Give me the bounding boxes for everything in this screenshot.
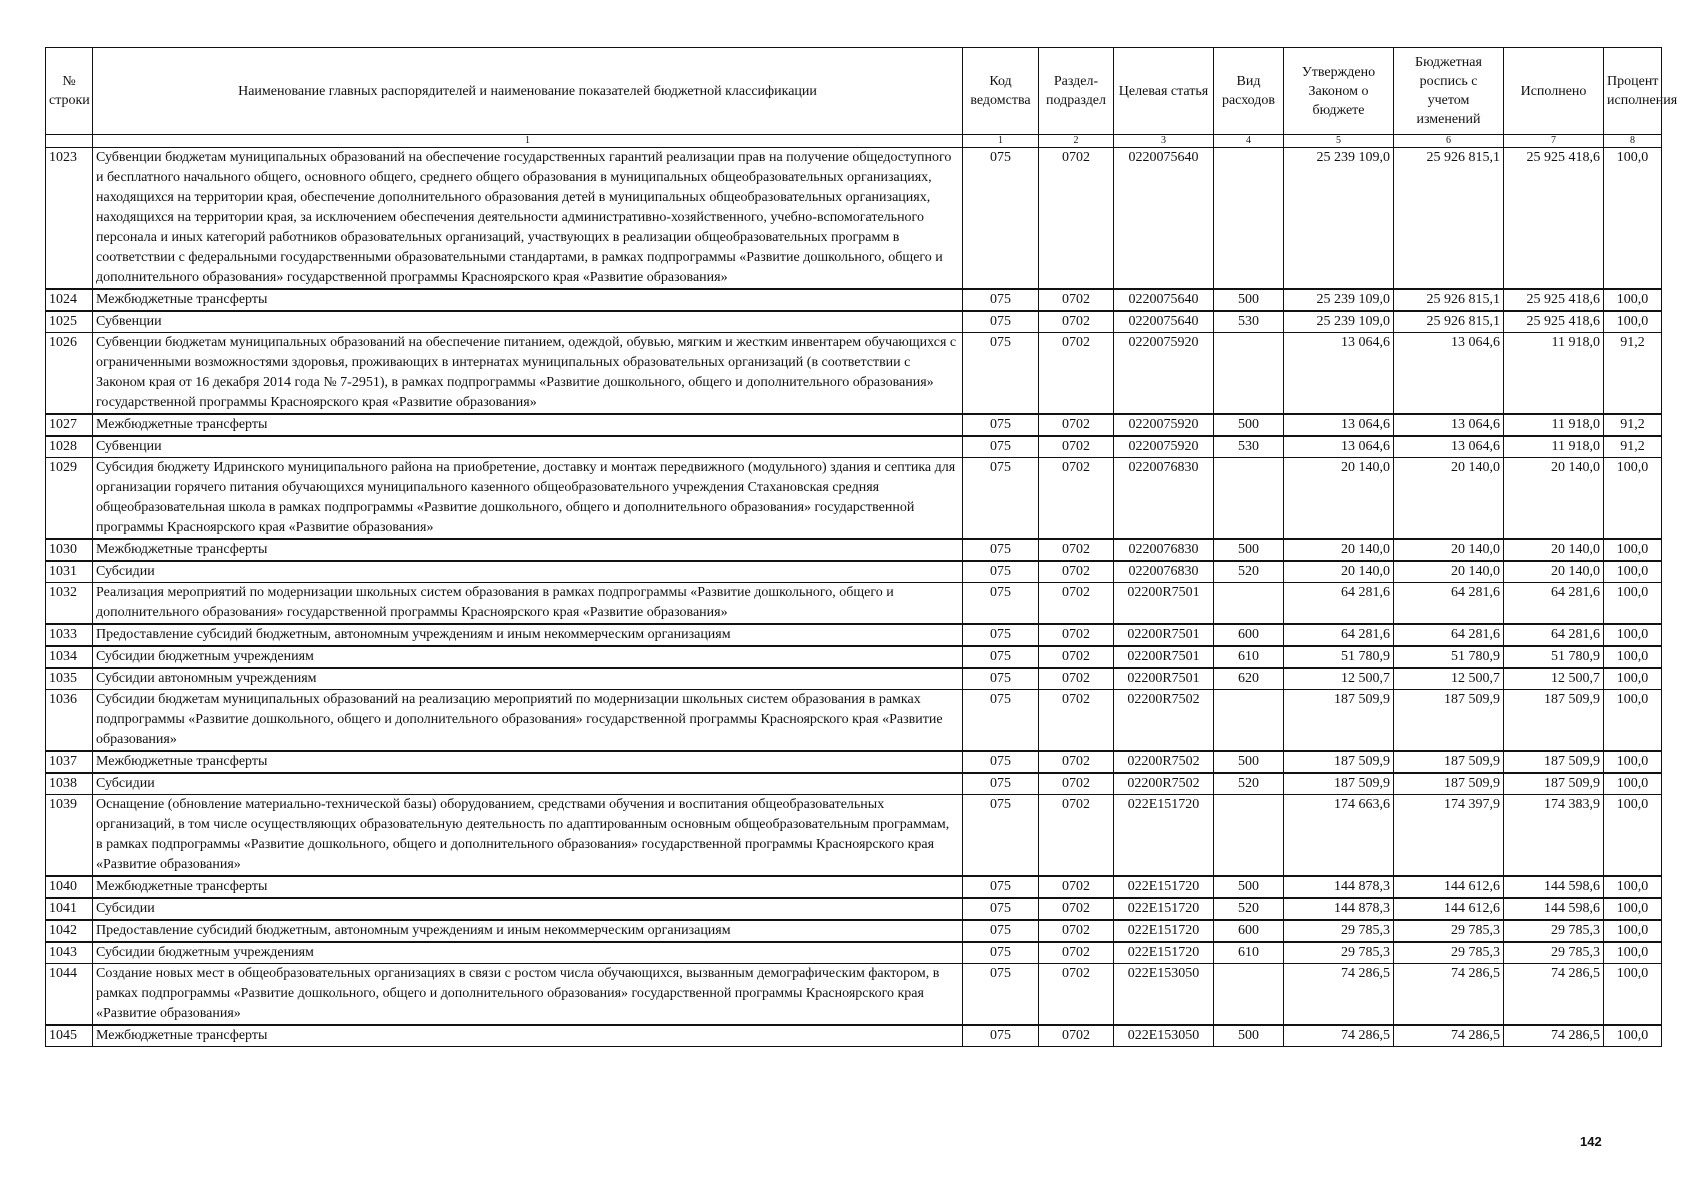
row-section: 0702 [1039, 690, 1114, 752]
row-section: 0702 [1039, 311, 1114, 333]
row-expense-type: 500 [1214, 289, 1284, 311]
row-name: Межбюджетные трансферты [93, 876, 963, 898]
row-target: 0220075640 [1114, 148, 1214, 290]
header-name: Наименование главных распорядителей и наименование показателей бюджетной классификации [93, 48, 963, 135]
row-name: Субвенции [93, 436, 963, 458]
row-percent: 100,0 [1604, 964, 1662, 1026]
row-approved: 174 663,6 [1284, 795, 1394, 877]
row-revised: 187 509,9 [1394, 751, 1504, 773]
row-target: 0220075920 [1114, 333, 1214, 415]
row-number: 1043 [46, 942, 93, 964]
column-number [46, 135, 93, 148]
table-row [46, 624, 1662, 646]
column-number: 2 [1039, 135, 1114, 148]
table-row [46, 964, 1662, 1026]
row-percent: 100,0 [1604, 668, 1662, 690]
row-number: 1042 [46, 920, 93, 942]
row-approved: 13 064,6 [1284, 436, 1394, 458]
row-number: 1023 [46, 148, 93, 290]
column-number-row [46, 135, 1662, 148]
row-target: 022E151720 [1114, 898, 1214, 920]
row-percent: 100,0 [1604, 148, 1662, 290]
table-body [46, 148, 1662, 1047]
row-dept-code: 075 [963, 751, 1039, 773]
row-revised: 74 286,5 [1394, 1025, 1504, 1047]
row-number: 1045 [46, 1025, 93, 1047]
table-row [46, 583, 1662, 625]
row-number: 1031 [46, 561, 93, 583]
row-number: 1040 [46, 876, 93, 898]
row-revised: 13 064,6 [1394, 333, 1504, 415]
column-number: 8 [1604, 135, 1662, 148]
row-dept-code: 075 [963, 561, 1039, 583]
budget-table [45, 47, 1678, 1047]
table-row [46, 920, 1662, 942]
row-dept-code: 075 [963, 1025, 1039, 1047]
row-approved: 25 239 109,0 [1284, 148, 1394, 290]
row-percent: 100,0 [1604, 942, 1662, 964]
row-number: 1025 [46, 311, 93, 333]
row-expense-type: 620 [1214, 668, 1284, 690]
row-name: Субвенции бюджетам муниципальных образований на обеспечение государственных гарантий реализации прав на получение общедоступного и бесплатного начального общего, основного общего, среднего общего образования в муниципальных общеобразовательных организациях, находящихся на территории края, обеспечение дополнительного образования детей в муниципальных общеобразовательных организациях, находящихся на территории края, за исключением обеспечения деятельности административно-хозяйственного, учебно-вспомогательного персонала и иных категорий работников образовательных организаций, участвующих в реализации общеобразовательных программ в соответствии с федеральными государственными образовательными стандартами, в рамках подпрограммы «Развитие дошкольного, общего и дополнительного образования» государственной программы Красноярского края «Развитие образования» [93, 148, 963, 290]
row-target: 02200R7501 [1114, 668, 1214, 690]
row-executed: 12 500,7 [1504, 668, 1604, 690]
row-executed: 51 780,9 [1504, 646, 1604, 668]
row-dept-code: 075 [963, 414, 1039, 436]
row-revised: 51 780,9 [1394, 646, 1504, 668]
row-revised: 25 926 815,1 [1394, 148, 1504, 290]
table-row [46, 690, 1662, 752]
row-name: Реализация мероприятий по модернизации школьных систем образования в рамках подпрограммы «Развитие дошкольного, общего и дополнительного образования» государственной программы Красноярского края «Развитие образования» [93, 583, 963, 625]
row-expense-type: 500 [1214, 876, 1284, 898]
row-revised: 187 509,9 [1394, 773, 1504, 795]
table-row [46, 458, 1662, 540]
table-row [46, 876, 1662, 898]
table-row [46, 773, 1662, 795]
row-dept-code: 075 [963, 942, 1039, 964]
row-percent: 100,0 [1604, 690, 1662, 752]
row-section: 0702 [1039, 773, 1114, 795]
row-approved: 187 509,9 [1284, 690, 1394, 752]
row-section: 0702 [1039, 898, 1114, 920]
row-section: 0702 [1039, 148, 1114, 290]
row-section: 0702 [1039, 414, 1114, 436]
row-number: 1032 [46, 583, 93, 625]
row-expense-type: 500 [1214, 1025, 1284, 1047]
row-dept-code: 075 [963, 311, 1039, 333]
table-row [46, 289, 1662, 311]
row-dept-code: 075 [963, 539, 1039, 561]
table-row [46, 148, 1662, 290]
header-executed: Исполнено [1504, 48, 1604, 135]
row-percent: 100,0 [1604, 646, 1662, 668]
row-approved: 64 281,6 [1284, 624, 1394, 646]
row-revised: 25 926 815,1 [1394, 289, 1504, 311]
row-percent: 100,0 [1604, 751, 1662, 773]
row-section: 0702 [1039, 1025, 1114, 1047]
row-name: Межбюджетные трансферты [93, 1025, 963, 1047]
row-revised: 13 064,6 [1394, 414, 1504, 436]
row-approved: 144 878,3 [1284, 876, 1394, 898]
row-number: 1039 [46, 795, 93, 877]
row-name: Субвенции бюджетам муниципальных образований на обеспечение питанием, одеждой, обувью, мягким и жестким инвентарем обучающихся с ограниченными возможностями здоровья, проживающих в интернатах муниципальных образовательных организаций (в соответствии с Законом края от 16 декабря 2014 года № 7-2951), в рамках подпрограммы «Развитие дошкольного, общего и дополнительного образования» государственной программы Красноярского края «Развитие образования» [93, 333, 963, 415]
row-name: Предоставление субсидий бюджетным, автономным учреждениям и иным некоммерческим организациям [93, 624, 963, 646]
row-dept-code: 075 [963, 289, 1039, 311]
row-executed: 144 598,6 [1504, 898, 1604, 920]
row-percent: 100,0 [1604, 311, 1662, 333]
row-executed: 187 509,9 [1504, 690, 1604, 752]
row-revised: 64 281,6 [1394, 624, 1504, 646]
row-executed: 64 281,6 [1504, 624, 1604, 646]
row-number: 1029 [46, 458, 93, 540]
row-executed: 64 281,6 [1504, 583, 1604, 625]
row-revised: 20 140,0 [1394, 458, 1504, 540]
row-executed: 174 383,9 [1504, 795, 1604, 877]
row-approved: 74 286,5 [1284, 964, 1394, 1026]
row-dept-code: 075 [963, 436, 1039, 458]
row-number: 1026 [46, 333, 93, 415]
row-revised: 74 286,5 [1394, 964, 1504, 1026]
row-target: 0220075920 [1114, 414, 1214, 436]
row-percent: 91,2 [1604, 414, 1662, 436]
row-percent: 100,0 [1604, 920, 1662, 942]
header-percent: Процент исполнения [1604, 48, 1662, 135]
row-target: 0220076830 [1114, 539, 1214, 561]
row-section: 0702 [1039, 583, 1114, 625]
row-section: 0702 [1039, 539, 1114, 561]
row-executed: 20 140,0 [1504, 561, 1604, 583]
row-target: 0220075640 [1114, 311, 1214, 333]
row-number: 1036 [46, 690, 93, 752]
row-name: Межбюджетные трансферты [93, 289, 963, 311]
row-number: 1037 [46, 751, 93, 773]
page-number: 142 [1580, 1134, 1602, 1149]
row-target: 02200R7501 [1114, 583, 1214, 625]
row-approved: 144 878,3 [1284, 898, 1394, 920]
row-name: Межбюджетные трансферты [93, 751, 963, 773]
row-number: 1038 [46, 773, 93, 795]
row-executed: 11 918,0 [1504, 333, 1604, 415]
row-executed: 20 140,0 [1504, 458, 1604, 540]
row-approved: 64 281,6 [1284, 583, 1394, 625]
row-expense-type: 520 [1214, 773, 1284, 795]
row-expense-type [1214, 964, 1284, 1026]
row-section: 0702 [1039, 942, 1114, 964]
row-section: 0702 [1039, 333, 1114, 415]
row-target: 02200R7501 [1114, 624, 1214, 646]
column-number: 5 [1284, 135, 1394, 148]
row-approved: 51 780,9 [1284, 646, 1394, 668]
row-section: 0702 [1039, 795, 1114, 877]
row-section: 0702 [1039, 668, 1114, 690]
row-percent: 91,2 [1604, 436, 1662, 458]
row-percent: 100,0 [1604, 458, 1662, 540]
row-revised: 174 397,9 [1394, 795, 1504, 877]
row-dept-code: 075 [963, 690, 1039, 752]
table-row [46, 751, 1662, 773]
row-expense-type [1214, 583, 1284, 625]
table-row [46, 1025, 1662, 1047]
row-dept-code: 075 [963, 876, 1039, 898]
column-number: 4 [1214, 135, 1284, 148]
row-expense-type: 520 [1214, 561, 1284, 583]
row-name: Субсидии бюджетным учреждениям [93, 646, 963, 668]
row-expense-type [1214, 690, 1284, 752]
header-expense-type: Вид расходов [1214, 48, 1284, 135]
row-approved: 29 785,3 [1284, 920, 1394, 942]
row-dept-code: 075 [963, 624, 1039, 646]
row-executed: 74 286,5 [1504, 964, 1604, 1026]
row-expense-type [1214, 458, 1284, 540]
row-dept-code: 075 [963, 964, 1039, 1026]
table-row [46, 898, 1662, 920]
table-row [46, 311, 1662, 333]
row-expense-type: 500 [1214, 414, 1284, 436]
row-approved: 74 286,5 [1284, 1025, 1394, 1047]
row-percent: 100,0 [1604, 583, 1662, 625]
row-number: 1034 [46, 646, 93, 668]
row-percent: 100,0 [1604, 773, 1662, 795]
column-number: 1 [963, 135, 1039, 148]
row-expense-type: 530 [1214, 311, 1284, 333]
row-target: 0220075920 [1114, 436, 1214, 458]
row-percent: 100,0 [1604, 539, 1662, 561]
row-dept-code: 075 [963, 148, 1039, 290]
row-name: Межбюджетные трансферты [93, 539, 963, 561]
row-section: 0702 [1039, 876, 1114, 898]
row-executed: 11 918,0 [1504, 436, 1604, 458]
row-name: Субсидии [93, 898, 963, 920]
row-approved: 187 509,9 [1284, 773, 1394, 795]
table-row [46, 539, 1662, 561]
row-dept-code: 075 [963, 773, 1039, 795]
row-revised: 20 140,0 [1394, 561, 1504, 583]
row-percent: 100,0 [1604, 624, 1662, 646]
row-expense-type [1214, 795, 1284, 877]
row-executed: 20 140,0 [1504, 539, 1604, 561]
column-number: 3 [1114, 135, 1214, 148]
row-executed: 25 925 418,6 [1504, 311, 1604, 333]
row-target: 022E151720 [1114, 942, 1214, 964]
row-percent: 100,0 [1604, 561, 1662, 583]
row-percent: 100,0 [1604, 876, 1662, 898]
row-executed: 25 925 418,6 [1504, 148, 1604, 290]
row-section: 0702 [1039, 436, 1114, 458]
row-approved: 29 785,3 [1284, 942, 1394, 964]
row-executed: 29 785,3 [1504, 942, 1604, 964]
row-expense-type: 520 [1214, 898, 1284, 920]
row-number: 1035 [46, 668, 93, 690]
row-dept-code: 075 [963, 898, 1039, 920]
row-number: 1030 [46, 539, 93, 561]
row-executed: 144 598,6 [1504, 876, 1604, 898]
table-row [46, 333, 1662, 415]
row-target: 0220076830 [1114, 458, 1214, 540]
row-section: 0702 [1039, 624, 1114, 646]
table-row [46, 942, 1662, 964]
row-target: 0220075640 [1114, 289, 1214, 311]
row-name: Субвенции [93, 311, 963, 333]
budget-sheet [45, 47, 1678, 1047]
row-approved: 20 140,0 [1284, 561, 1394, 583]
row-executed: 29 785,3 [1504, 920, 1604, 942]
row-revised: 29 785,3 [1394, 920, 1504, 942]
row-number: 1028 [46, 436, 93, 458]
row-approved: 20 140,0 [1284, 539, 1394, 561]
row-percent: 91,2 [1604, 333, 1662, 415]
row-name: Создание новых мест в общеобразовательных организациях в связи с ростом числа обучающихся, вызванным демографическим фактором, в рамках подпрограммы «Развитие дошкольного, общего и дополнительного образования» государственной программы Красноярского края «Развитие образования» [93, 964, 963, 1026]
table-row [46, 414, 1662, 436]
row-approved: 20 140,0 [1284, 458, 1394, 540]
header-row [46, 48, 1662, 135]
row-expense-type: 600 [1214, 624, 1284, 646]
row-dept-code: 075 [963, 668, 1039, 690]
row-section: 0702 [1039, 920, 1114, 942]
row-revised: 13 064,6 [1394, 436, 1504, 458]
row-revised: 12 500,7 [1394, 668, 1504, 690]
row-target: 0220076830 [1114, 561, 1214, 583]
row-target: 022E151720 [1114, 876, 1214, 898]
header-row-no: № строки [46, 48, 93, 135]
row-target: 02200R7502 [1114, 690, 1214, 752]
column-number: 7 [1504, 135, 1604, 148]
row-approved: 13 064,6 [1284, 414, 1394, 436]
table-row [46, 795, 1662, 877]
header-approved: Утверждено Законом о бюджете [1284, 48, 1394, 135]
row-target: 022E151720 [1114, 795, 1214, 877]
row-section: 0702 [1039, 561, 1114, 583]
row-target: 02200R7501 [1114, 646, 1214, 668]
row-expense-type [1214, 333, 1284, 415]
row-approved: 25 239 109,0 [1284, 311, 1394, 333]
row-revised: 187 509,9 [1394, 690, 1504, 752]
row-target: 02200R7502 [1114, 751, 1214, 773]
row-revised: 20 140,0 [1394, 539, 1504, 561]
header-target: Целевая статья [1114, 48, 1214, 135]
row-number: 1044 [46, 964, 93, 1026]
row-name: Межбюджетные трансферты [93, 414, 963, 436]
row-name: Оснащение (обновление материально-технической базы) оборудованием, средствами обучения и воспитания общеобразовательных организаций, в том числе осуществляющих образовательную деятельность по адаптированным основным общеобразовательным программам, в рамках подпрограммы «Развитие дошкольного, общего и дополнительного образования» государственной программы Красноярского края «Развитие образования» [93, 795, 963, 877]
row-executed: 187 509,9 [1504, 773, 1604, 795]
row-expense-type: 600 [1214, 920, 1284, 942]
row-approved: 25 239 109,0 [1284, 289, 1394, 311]
row-revised: 25 926 815,1 [1394, 311, 1504, 333]
row-target: 022E153050 [1114, 1025, 1214, 1047]
column-number: 1 [93, 135, 963, 148]
row-dept-code: 075 [963, 583, 1039, 625]
row-dept-code: 075 [963, 920, 1039, 942]
row-dept-code: 075 [963, 458, 1039, 540]
row-number: 1027 [46, 414, 93, 436]
header-section: Раздел-подраздел [1039, 48, 1114, 135]
row-target: 022E153050 [1114, 964, 1214, 1026]
column-number: 6 [1394, 135, 1504, 148]
header-dept-code: Код ведомства [963, 48, 1039, 135]
row-dept-code: 075 [963, 795, 1039, 877]
row-name: Субсидии [93, 773, 963, 795]
row-expense-type: 500 [1214, 751, 1284, 773]
row-number: 1033 [46, 624, 93, 646]
row-section: 0702 [1039, 964, 1114, 1026]
row-target: 022E151720 [1114, 920, 1214, 942]
row-revised: 64 281,6 [1394, 583, 1504, 625]
row-expense-type: 610 [1214, 942, 1284, 964]
row-executed: 74 286,5 [1504, 1025, 1604, 1047]
row-expense-type: 500 [1214, 539, 1284, 561]
table-row [46, 436, 1662, 458]
row-target: 02200R7502 [1114, 773, 1214, 795]
table-row [46, 561, 1662, 583]
row-section: 0702 [1039, 289, 1114, 311]
row-name: Предоставление субсидий бюджетным, автономным учреждениям и иным некоммерческим организациям [93, 920, 963, 942]
row-expense-type [1214, 148, 1284, 290]
row-approved: 12 500,7 [1284, 668, 1394, 690]
row-approved: 187 509,9 [1284, 751, 1394, 773]
row-expense-type: 530 [1214, 436, 1284, 458]
row-section: 0702 [1039, 751, 1114, 773]
row-executed: 25 925 418,6 [1504, 289, 1604, 311]
row-number: 1041 [46, 898, 93, 920]
row-approved: 13 064,6 [1284, 333, 1394, 415]
row-name: Субсидии бюджетам муниципальных образований на реализацию мероприятий по модернизации школьных систем образования в рамках подпрограммы «Развитие дошкольного, общего и дополнительного образования» государственной программы Красноярского края «Развитие образования» [93, 690, 963, 752]
row-executed: 11 918,0 [1504, 414, 1604, 436]
row-revised: 144 612,6 [1394, 876, 1504, 898]
row-dept-code: 075 [963, 646, 1039, 668]
row-section: 0702 [1039, 458, 1114, 540]
row-name: Субсидия бюджету Идринского муниципального района на приобретение, доставку и монтаж передвижного (модульного) здания и септика для организации горячего питания обучающихся муниципального казенного общеобразовательного учреждения Стахановская средняя общеобразовательная школа в рамках подпрограммы «Развитие дошкольного, общего и дополнительного образования» государственной программы Красноярского края «Развитие образования» [93, 458, 963, 540]
row-percent: 100,0 [1604, 898, 1662, 920]
row-name: Субсидии бюджетным учреждениям [93, 942, 963, 964]
row-section: 0702 [1039, 646, 1114, 668]
row-expense-type: 610 [1214, 646, 1284, 668]
row-dept-code: 075 [963, 333, 1039, 415]
header-revised: Бюджетная роспись с учетом изменений [1394, 48, 1504, 135]
row-percent: 100,0 [1604, 795, 1662, 877]
row-name: Субсидии [93, 561, 963, 583]
row-executed: 187 509,9 [1504, 751, 1604, 773]
row-percent: 100,0 [1604, 1025, 1662, 1047]
table-row [46, 668, 1662, 690]
row-percent: 100,0 [1604, 289, 1662, 311]
row-revised: 29 785,3 [1394, 942, 1504, 964]
row-name: Субсидии автономным учреждениям [93, 668, 963, 690]
row-number: 1024 [46, 289, 93, 311]
row-revised: 144 612,6 [1394, 898, 1504, 920]
table-row [46, 646, 1662, 668]
